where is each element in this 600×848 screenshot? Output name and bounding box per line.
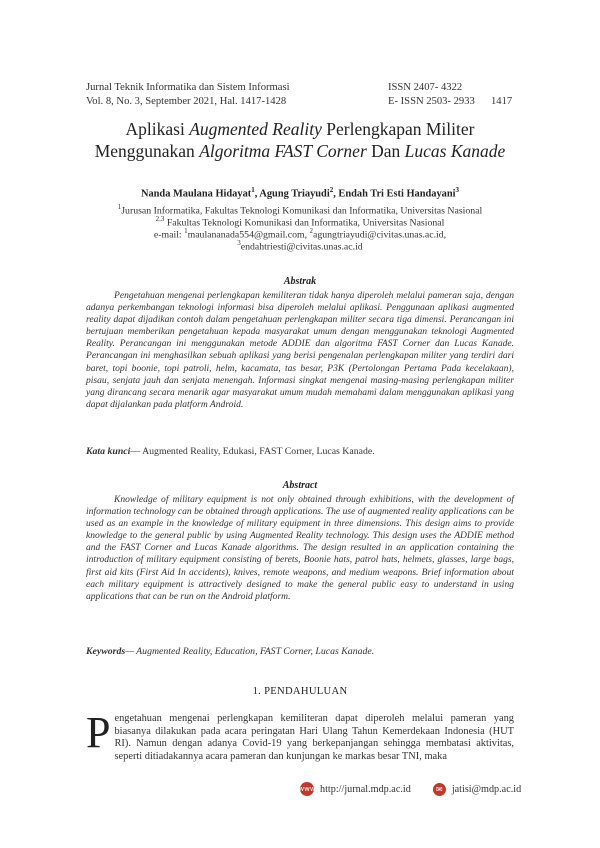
- title-text: Dan: [366, 141, 405, 161]
- affil-sup: 3: [237, 239, 241, 247]
- affil-sup: 1: [184, 227, 188, 235]
- email-link[interactable]: endahtriesti@civitas.unas.ac.id: [240, 241, 363, 253]
- keywords-label: Keywords: [86, 646, 126, 657]
- section-heading: 1. PENDAHULUAN: [252, 686, 348, 697]
- keywords-text: — Augmented Reality, Edukasi, FAST Corner, Lucas Kanade.: [130, 446, 375, 457]
- abstract-text: Knowledge of military equipment is not only obtained through exhibitions, with the development of information technology can be obtained through applications. The use of augmented reality applications can be used as an example in the knowledge of military equipment in three dimensions. This design aims to provide knowledge to the general public by using Augmented Reality technology. This design uses the ADDIE method and the FAST Corner and Lucas Kanade algorithms. The design resulted in an application containing the introduction of military equipment consisting of berets, Boonie hats, patrol hats, helmets, glasses, large bags, first aid kits (First Aid In accidents), knives, remote weapons, and medium weapons. Brief information about each military equipment is attractively designed to make the general public easy to understand in using applications that can be run on the Android platform.: [86, 494, 514, 602]
- keywords-text: — Augmented Reality, Education, FAST Corner, Lucas Kanade.: [125, 646, 375, 657]
- e-issn: E- ISSN 2503- 2933: [388, 96, 475, 107]
- email-link[interactable]: agungtriayudi@civitas.unas.ac.id,: [313, 229, 447, 241]
- journal-url-link[interactable]: http://jurnal.mdp.ac.id: [320, 783, 411, 795]
- page-footer: [300, 782, 521, 796]
- mail-icon: ✉: [433, 783, 446, 796]
- abstrak-body: [86, 290, 514, 411]
- title-text-italic: Algoritma FAST Corner: [199, 141, 367, 161]
- author-name: Nanda Maulana Hidayat: [140, 188, 252, 200]
- title-text: Aplikasi: [125, 119, 190, 139]
- title-text: Menggunakan: [94, 141, 200, 161]
- title-text: Perlengkapan Militer: [321, 119, 475, 139]
- page-number: 1417: [491, 96, 513, 107]
- intro-text: engetahuan mengenai perlengkapan kemiliteran dapat diperoleh melalui pameran yang biasanya dilakukan pada acara peringatan Hari Ulang Tahun Kemerdekaan Indonesia (HUT RI). Namun dengan adanya Covid-19 yang berkepanjangan sehingga membatasi aktivitas, seperti ditiadakannya acara pameran dan kunjungan ke markas besar TNI, maka: [114, 713, 514, 762]
- email-link[interactable]: maulananada554@gmail.com,: [187, 229, 310, 241]
- globe-icon: www: [300, 782, 314, 796]
- affil-sup: 2: [309, 227, 314, 235]
- journal-name: Jurnal Teknik Informatika dan Sistem Informasi: [86, 82, 290, 93]
- title-text-italic: Lucas Kanade: [404, 141, 506, 161]
- author-sup: 3: [455, 186, 460, 194]
- email-prefix: e-mail:: [153, 229, 185, 241]
- keywords: [86, 646, 514, 657]
- title-text-italic: Augmented Reality: [189, 119, 322, 139]
- issn: ISSN 2407- 4322: [388, 82, 463, 93]
- abstrak-text: Pengetahuan mengenai perlengkapan kemiliteran tidak hanya diperoleh melalui pameran saja, dengan adanya perkembangan teknologi informasi bisa diperoleh melalui aplikasi. Penggunaan aplikasi augmented reality dapat dijadikan contoh dalam pengetahuan perlengkapan militer secara tiga dimensi. Perancangan ini bertujuan memberikan pengetahuan kepada masyarakat umum dengan menggunakan teknologi Augmented Reality. Perancangan ini menggunakan metode ADDIE dan algoritma FAST Corner dan Lucas Kanade. Perancangan ini menghasilkan sebuah aplikasi yang berisi pengenalan perlengkapan militer yang terdiri dari baret, topi boonie, topi patroli, helm, kacamata, tas besar, P3K (Pertolongan Pertama Pada kecelakaan), pisau, senjata jauh dan senjata menengah. Informasi singkat mengenai masing-masing perlengkapan militer yang dirancang secara menarik agar masyarakat umum mudah memahami dalam menggunakan aplikasi yang dapat dijalankan pada platform Android.: [86, 290, 514, 410]
- abstract-heading: Abstract: [282, 480, 318, 491]
- volume-info: Vol. 8, No. 3, September 2021, Hal. 1417-1428: [86, 96, 287, 107]
- affil-sup: 2,3: [155, 215, 165, 223]
- author-sup: 1: [251, 186, 255, 194]
- author-name: , Endah Tri Esti Handayani: [333, 188, 456, 200]
- author-name: , Agung Triayudi: [254, 188, 330, 200]
- kata-kunci: [86, 446, 514, 457]
- abstrak-heading: Abstrak: [283, 276, 317, 287]
- affil-text: Jurusan Informatika, Fakultas Teknologi Komunikasi dan Informatika, Universitas Nasional: [121, 205, 483, 217]
- abstract-body: [86, 494, 514, 603]
- journal-email-link[interactable]: jatisi@mdp.ac.id: [451, 783, 522, 795]
- affil-sup: 1: [117, 203, 122, 211]
- author-list: [60, 186, 540, 199]
- author-sup: 2: [329, 186, 334, 194]
- dropcap: P: [86, 708, 111, 757]
- email-line-2: [60, 237, 540, 253]
- keywords-label: Kata kunci: [86, 446, 131, 457]
- affil-text: Fakultas Teknologi Komunikasi dan Informatika, Universitas Nasional: [164, 217, 445, 229]
- paper-title: [60, 118, 540, 162]
- intro-paragraph: [86, 708, 514, 763]
